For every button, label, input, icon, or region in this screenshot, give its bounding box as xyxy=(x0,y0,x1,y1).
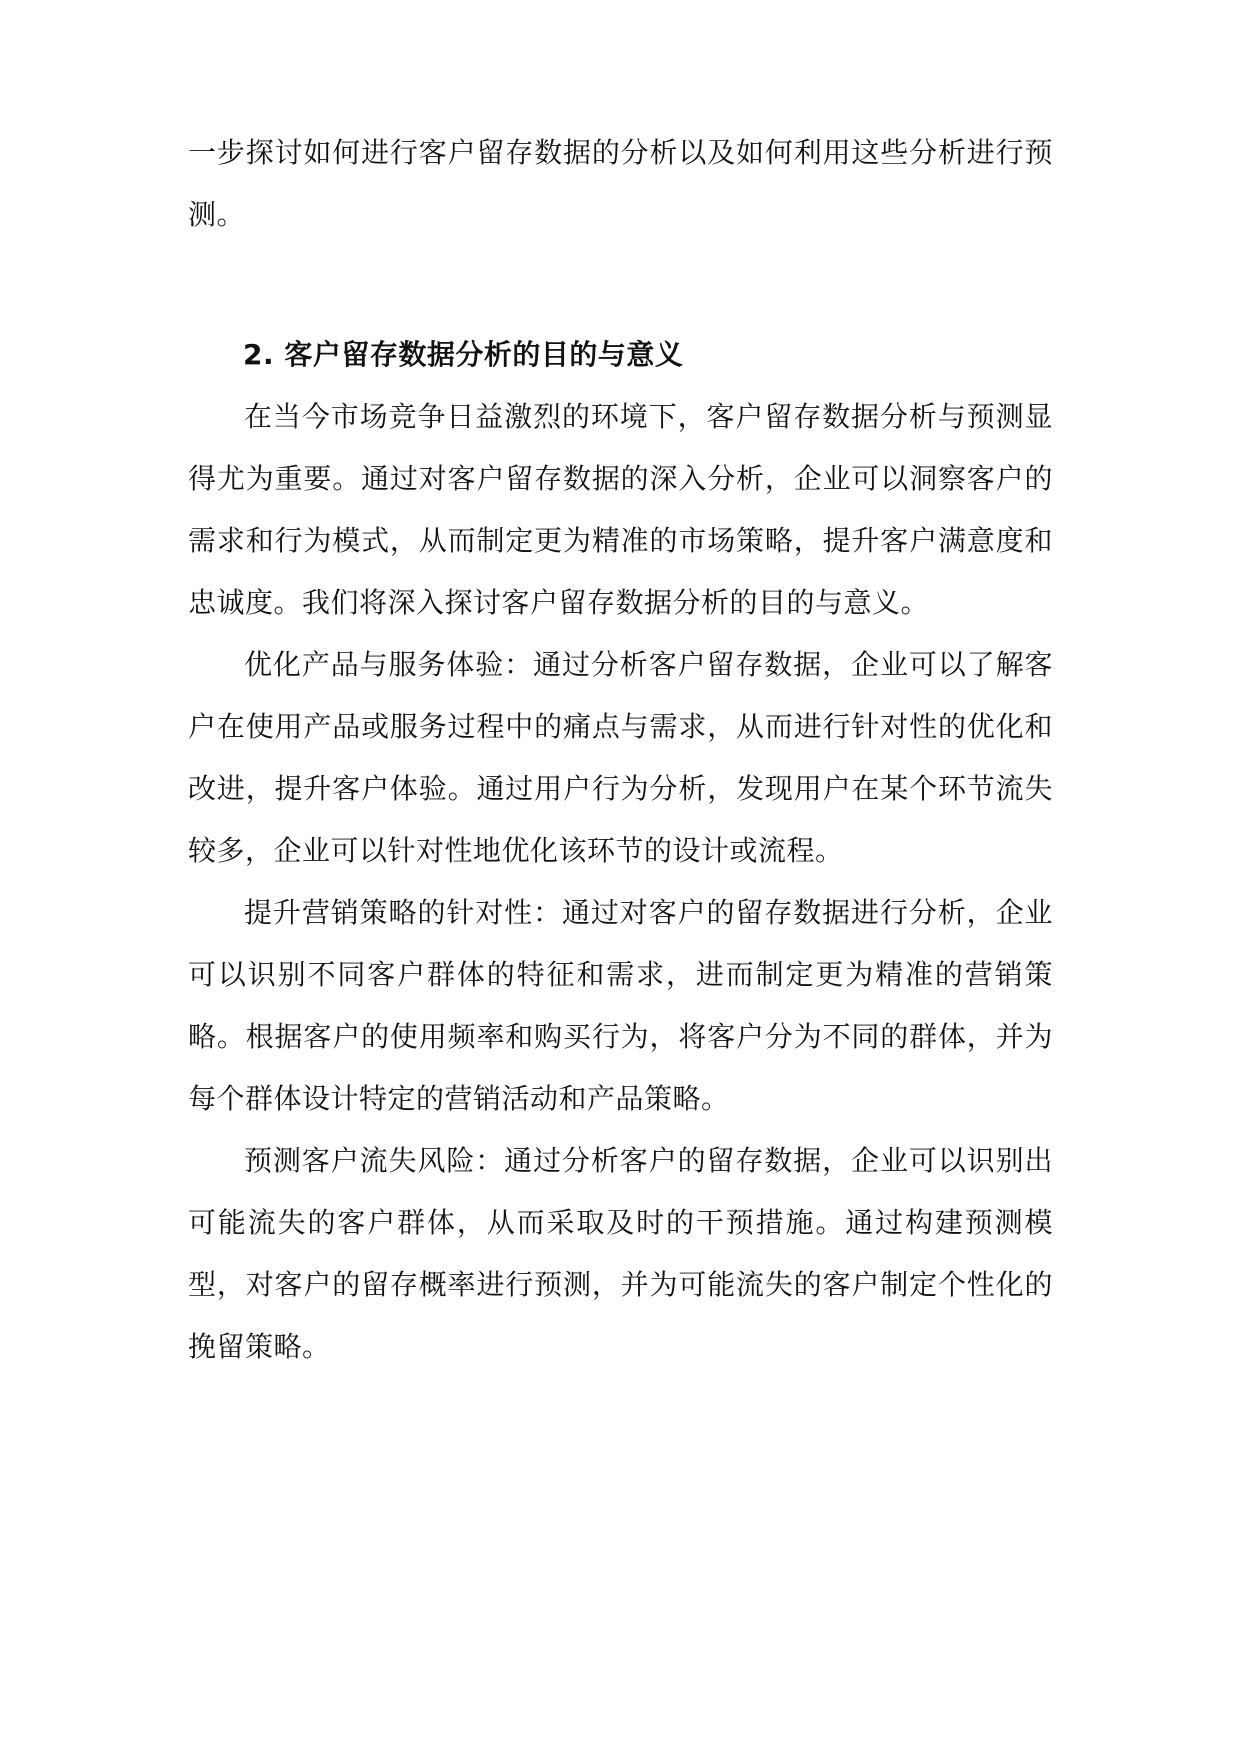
continuation-block xyxy=(188,122,1053,246)
paragraph-product-experience: 优化产品与服务体验：通过分析客户留存数据，企业可以了解客户在使用产品或服务过程中的痛点与需求，从而进行针对性的优化和改进，提升客户体验。通过用户行为分析，发现用户在某个环节流失较多，企业可以针对性地优化该环节的设计或流程。 xyxy=(188,648,1053,867)
paragraph-intro: 在当今市场竞争日益激烈的环境下，客户留存数据分析与预测显得尤为重要。通过对客户留存数据的深入分析，企业可以洞察客户的需求和行为模式，从而制定更为精准的市场策略，提升客户满意度和忠诚度。我们将深入探讨客户留存数据分析的目的与意义。 xyxy=(188,400,1053,619)
body-text xyxy=(188,386,1053,1378)
paragraph-churn-risk: 预测客户流失风险：通过分析客户的留存数据，企业可以识别出可能流失的客户群体，从而采取及时的干预措施。通过构建预测模型，对客户的留存概率进行预测，并为可能流失的客户制定个性化的挽留策略。 xyxy=(188,1144,1053,1363)
paragraph-marketing-strategy: 提升营销策略的针对性：通过对客户的留存数据进行分析，企业可以识别不同客户群体的特征和需求，进而制定更为精准的营销策略。根据客户的使用频率和购买行为，将客户分为不同的群体，并为每个群体设计特定的营销活动和产品策略。 xyxy=(188,896,1053,1115)
section-heading: 2. 客户留存数据分析的目的与意义 xyxy=(243,338,684,371)
continuation-paragraph: 一步探讨如何进行客户留存数据的分析以及如何利用这些分析进行预测。 xyxy=(188,136,1053,231)
